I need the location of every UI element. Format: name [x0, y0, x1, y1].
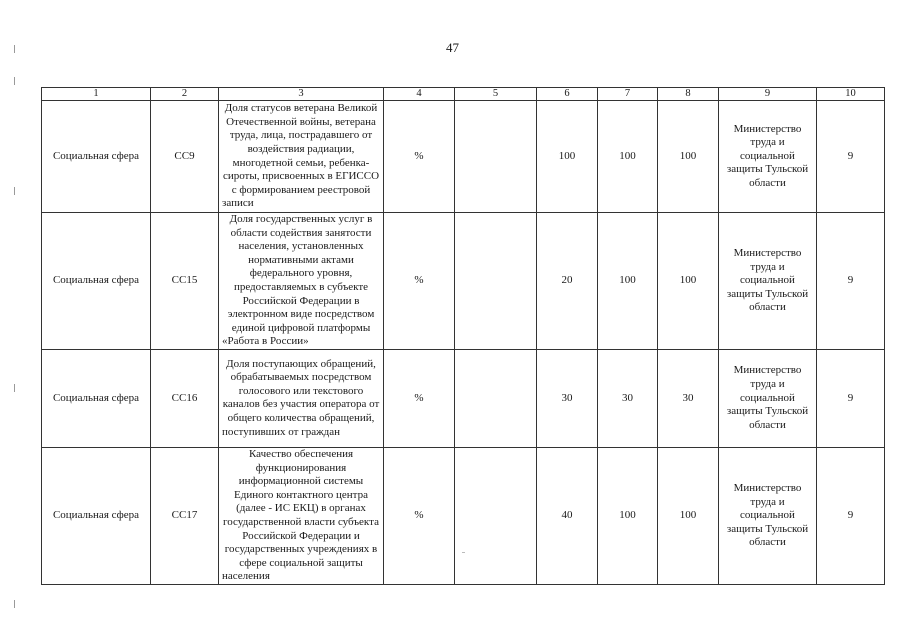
code-cell: СС17	[151, 447, 219, 584]
value-cell: 100	[537, 101, 598, 213]
value-cell: 30	[537, 349, 598, 447]
unit-cell: %	[384, 213, 455, 350]
sector-cell: Социальная сфера	[42, 101, 151, 213]
code-cell: СС16	[151, 349, 219, 447]
table-row	[42, 101, 885, 213]
margin-mark	[14, 77, 15, 85]
table-row	[42, 447, 885, 584]
number-cell: 9	[817, 101, 885, 213]
column-header: 7	[598, 88, 658, 101]
empty-cell	[455, 213, 537, 350]
code-cell: СС9	[151, 101, 219, 213]
value-cell: 100	[658, 101, 719, 213]
sector-cell: Социальная сфера	[42, 349, 151, 447]
value-cell: 20	[537, 213, 598, 350]
column-header: 3	[219, 88, 384, 101]
empty-cell	[455, 349, 537, 447]
margin-mark	[14, 384, 15, 392]
column-header: 6	[537, 88, 598, 101]
responsible-cell: Министерство труда и социальной защиты Тульской области	[719, 447, 817, 584]
column-header: 8	[658, 88, 719, 101]
responsible-cell: Министерство труда и социальной защиты Тульской области	[719, 213, 817, 350]
code-cell: СС15	[151, 213, 219, 350]
sector-cell: Социальная сфера	[42, 447, 151, 584]
column-header: 2	[151, 88, 219, 101]
scan-speck	[462, 552, 465, 553]
number-cell: 9	[817, 213, 885, 350]
indicator-table	[41, 87, 885, 585]
column-header: 9	[719, 88, 817, 101]
description-cell: Доля статусов ветерана Великой Отечественной войны, ветерана труда, лица, пострадавшего от воздействия радиации, многодетной семьи, ребенка-сироты, присвоенных в ЕГИССО с формированием реестровой записи	[219, 101, 384, 213]
unit-cell: %	[384, 101, 455, 213]
margin-mark	[14, 600, 15, 608]
value-cell: 30	[658, 349, 719, 447]
value-cell: 40	[537, 447, 598, 584]
number-cell: 9	[817, 447, 885, 584]
value-cell: 100	[598, 447, 658, 584]
unit-cell: %	[384, 349, 455, 447]
sector-cell: Социальная сфера	[42, 213, 151, 350]
value-cell: 100	[598, 213, 658, 350]
description-cell: Доля поступающих обращений, обрабатываемых посредством голосового или текстового каналов без участия оператора от общего количества обращений, поступивших от граждан	[219, 349, 384, 447]
empty-cell	[455, 101, 537, 213]
responsible-cell: Министерство труда и социальной защиты Тульской области	[719, 101, 817, 213]
table-row	[42, 349, 885, 447]
unit-cell: %	[384, 447, 455, 584]
header-row	[42, 88, 885, 101]
column-header: 10	[817, 88, 885, 101]
value-cell: 30	[598, 349, 658, 447]
empty-cell	[455, 447, 537, 584]
column-header: 1	[42, 88, 151, 101]
margin-mark	[14, 45, 15, 53]
value-cell: 100	[598, 101, 658, 213]
description-cell: Качество обеспечения функционирования информационной системы Единого контактного центра (далее - ИС ЕКЦ) в органах государственной власти субъекта Российской Федерации и государственных учреждениях в сфере социальной защиты населения	[219, 447, 384, 584]
number-cell: 9	[817, 349, 885, 447]
table-row	[42, 213, 885, 350]
responsible-cell: Министерство труда и социальной защиты Тульской области	[719, 349, 817, 447]
margin-mark	[14, 187, 15, 195]
description-cell: Доля государственных услуг в области содействия занятости населения, установленных нормативными актами федерального уровня, предоставляемых в субъекте Российской Федерации в электронном виде посредством единой цифровой платформы «Работа в России»	[219, 213, 384, 350]
page-number: 47	[446, 40, 459, 55]
value-cell: 100	[658, 447, 719, 584]
value-cell: 100	[658, 213, 719, 350]
column-header: 4	[384, 88, 455, 101]
column-header: 5	[455, 88, 537, 101]
